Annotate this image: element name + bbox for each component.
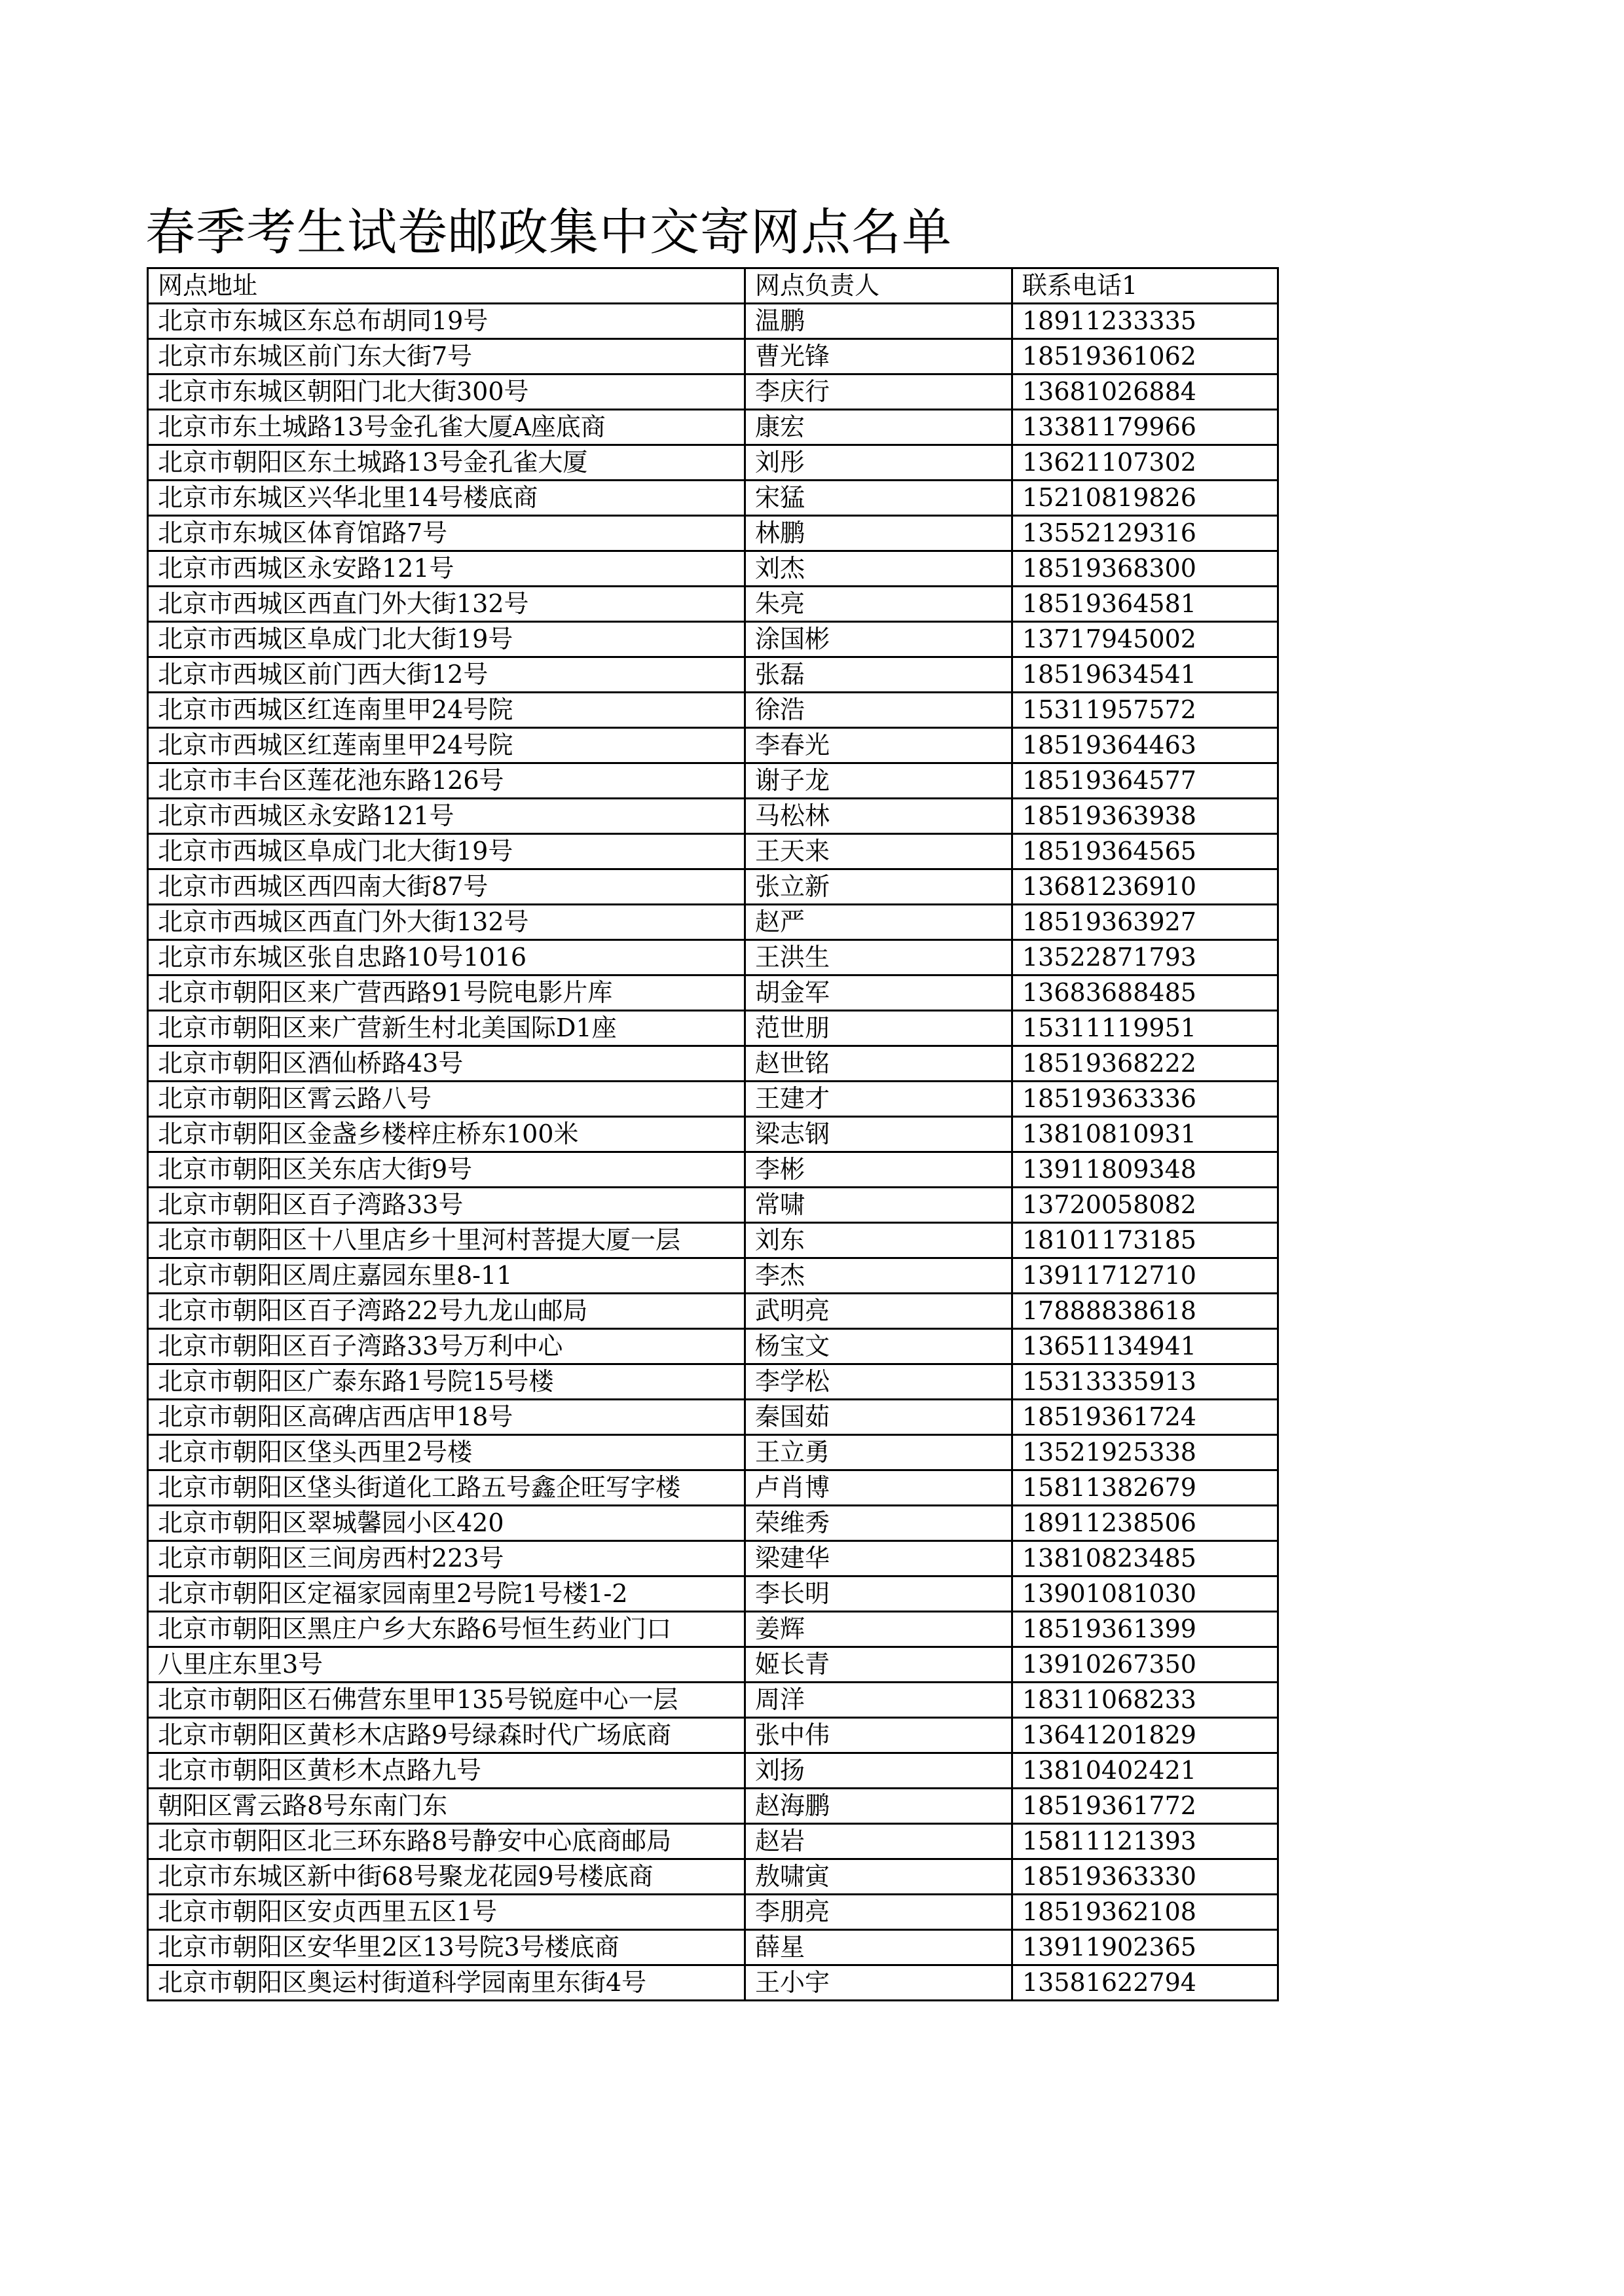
- cell-manager: 林鹏: [745, 516, 1012, 551]
- cell-manager: 李春光: [745, 728, 1012, 763]
- cell-phone: 15311957572: [1012, 693, 1278, 728]
- cell-phone: 17888838618: [1012, 1294, 1278, 1329]
- cell-manager: 曹光锋: [745, 339, 1012, 374]
- cell-manager: 李学松: [745, 1364, 1012, 1400]
- cell-phone: 18519364577: [1012, 763, 1278, 799]
- cell-address: 北京市西城区红莲南里甲24号院: [148, 728, 745, 763]
- table-row: [148, 799, 1278, 834]
- outlet-table-body: [148, 268, 1278, 2001]
- cell-manager: 王立勇: [745, 1435, 1012, 1470]
- table-row: [148, 481, 1278, 516]
- cell-manager: 杨宝文: [745, 1329, 1012, 1364]
- cell-phone: 18311068233: [1012, 1683, 1278, 1718]
- cell-phone: 18911238506: [1012, 1506, 1278, 1541]
- table-row: [148, 1789, 1278, 1824]
- cell-phone: 13521925338: [1012, 1435, 1278, 1470]
- cell-phone: 13810823485: [1012, 1541, 1278, 1576]
- cell-phone: 13720058082: [1012, 1188, 1278, 1223]
- cell-address: 北京市朝阳区翠城馨园小区420: [148, 1506, 745, 1541]
- cell-address: 北京市西城区西四南大街87号: [148, 869, 745, 905]
- cell-phone: 13910267350: [1012, 1647, 1278, 1683]
- cell-manager: 赵严: [745, 905, 1012, 940]
- cell-phone: 18519368222: [1012, 1046, 1278, 1082]
- table-row: [148, 1294, 1278, 1329]
- cell-phone: 13911712710: [1012, 1258, 1278, 1294]
- cell-phone: 18519363330: [1012, 1859, 1278, 1895]
- cell-phone: 18519363336: [1012, 1082, 1278, 1117]
- cell-address: 北京市朝阳区高碑店西店甲18号: [148, 1400, 745, 1435]
- header-phone: 联系电话1: [1012, 268, 1278, 304]
- table-row: [148, 1647, 1278, 1683]
- cell-address: 北京市朝阳区来广营新生村北美国际D1座: [148, 1011, 745, 1046]
- table-row: [148, 1400, 1278, 1435]
- table-row: [148, 1046, 1278, 1082]
- cell-phone: 15811382679: [1012, 1470, 1278, 1506]
- table-row: [148, 1117, 1278, 1152]
- cell-manager: 常啸: [745, 1188, 1012, 1223]
- table-row: [148, 339, 1278, 374]
- cell-phone: 13901081030: [1012, 1576, 1278, 1612]
- cell-manager: 荣维秀: [745, 1506, 1012, 1541]
- cell-phone: 18911233335: [1012, 304, 1278, 339]
- table-row: [148, 1223, 1278, 1258]
- table-row: [148, 1258, 1278, 1294]
- cell-address: 北京市西城区红连南里甲24号院: [148, 693, 745, 728]
- cell-manager: 范世朋: [745, 1011, 1012, 1046]
- cell-manager: 赵世铭: [745, 1046, 1012, 1082]
- cell-address: 北京市东城区体育馆路7号: [148, 516, 745, 551]
- cell-manager: 王天来: [745, 834, 1012, 869]
- cell-address: 北京市朝阳区周庄嘉园东里8-11: [148, 1258, 745, 1294]
- cell-address: 北京市朝阳区黄杉木点路九号: [148, 1753, 745, 1789]
- cell-manager: 姜辉: [745, 1612, 1012, 1647]
- table-row: [148, 1152, 1278, 1188]
- cell-manager: 赵岩: [745, 1824, 1012, 1859]
- table-row: [148, 1188, 1278, 1223]
- table-row: [148, 1824, 1278, 1859]
- cell-phone: 13911809348: [1012, 1152, 1278, 1188]
- cell-manager: 李彬: [745, 1152, 1012, 1188]
- table-row: [148, 304, 1278, 339]
- cell-address: 北京市西城区西直门外大街132号: [148, 905, 745, 940]
- cell-address: 北京市西城区前门西大街12号: [148, 657, 745, 693]
- cell-address: 北京市朝阳区酒仙桥路43号: [148, 1046, 745, 1082]
- cell-address: 北京市朝阳区垡头街道化工路五号鑫企旺写字楼: [148, 1470, 745, 1506]
- cell-address: 北京市东城区新中街68号聚龙花园9号楼底商: [148, 1859, 745, 1895]
- cell-address: 北京市西城区阜成门北大街19号: [148, 622, 745, 657]
- table-row: [148, 905, 1278, 940]
- table-row: [148, 1683, 1278, 1718]
- table-row: [148, 657, 1278, 693]
- outlet-table: [147, 267, 1279, 2001]
- cell-address: 北京市朝阳区百子湾路33号万利中心: [148, 1329, 745, 1364]
- table-row: [148, 587, 1278, 622]
- cell-address: 北京市西城区永安路121号: [148, 551, 745, 587]
- table-row: [148, 1011, 1278, 1046]
- table-row: [148, 834, 1278, 869]
- table-row: [148, 1329, 1278, 1364]
- cell-manager: 朱亮: [745, 587, 1012, 622]
- cell-phone: 13581622794: [1012, 1965, 1278, 2001]
- table-row: [148, 1859, 1278, 1895]
- cell-manager: 康宏: [745, 410, 1012, 445]
- cell-phone: 15313335913: [1012, 1364, 1278, 1400]
- table-header-row: [148, 268, 1278, 304]
- table-row: [148, 551, 1278, 587]
- cell-phone: 13681026884: [1012, 374, 1278, 410]
- cell-address: 北京市朝阳区来广营西路91号院电影片库: [148, 975, 745, 1011]
- cell-address: 北京市东城区朝阳门北大街300号: [148, 374, 745, 410]
- cell-address: 北京市朝阳区广泰东路1号院15号楼: [148, 1364, 745, 1400]
- cell-address: 北京市朝阳区金盏乡楼梓庄桥东100米: [148, 1117, 745, 1152]
- cell-phone: 18519363938: [1012, 799, 1278, 834]
- cell-phone: 15311119951: [1012, 1011, 1278, 1046]
- cell-manager: 谢子龙: [745, 763, 1012, 799]
- cell-manager: 梁建华: [745, 1541, 1012, 1576]
- cell-manager: 胡金军: [745, 975, 1012, 1011]
- table-row: [148, 1435, 1278, 1470]
- cell-phone: 18519364463: [1012, 728, 1278, 763]
- table-row: [148, 1082, 1278, 1117]
- cell-phone: 18519361724: [1012, 1400, 1278, 1435]
- cell-manager: 李长明: [745, 1576, 1012, 1612]
- cell-manager: 刘杰: [745, 551, 1012, 587]
- cell-manager: 涂国彬: [745, 622, 1012, 657]
- cell-address: 北京市朝阳区垡头西里2号楼: [148, 1435, 745, 1470]
- cell-manager: 刘东: [745, 1223, 1012, 1258]
- cell-address: 北京市朝阳区安贞西里五区1号: [148, 1895, 745, 1930]
- cell-manager: 刘彤: [745, 445, 1012, 481]
- cell-phone: 18519368300: [1012, 551, 1278, 587]
- cell-phone: 13641201829: [1012, 1718, 1278, 1753]
- cell-manager: 薛星: [745, 1930, 1012, 1965]
- cell-phone: 13552129316: [1012, 516, 1278, 551]
- cell-address: 北京市朝阳区霄云路八号: [148, 1082, 745, 1117]
- table-row: [148, 940, 1278, 975]
- table-row: [148, 374, 1278, 410]
- table-row: [148, 1753, 1278, 1789]
- cell-address: 北京市朝阳区黑庄户乡大东路6号恒生药业门口: [148, 1612, 745, 1647]
- cell-address: 北京市东土城路13号金孔雀大厦A座底商: [148, 410, 745, 445]
- table-row: [148, 622, 1278, 657]
- cell-manager: 敖啸寅: [745, 1859, 1012, 1895]
- cell-address: 北京市朝阳区百子湾路33号: [148, 1188, 745, 1223]
- cell-address: 北京市朝阳区关东店大街9号: [148, 1152, 745, 1188]
- cell-phone: 18519362108: [1012, 1895, 1278, 1930]
- cell-address: 北京市东城区前门东大街7号: [148, 339, 745, 374]
- table-row: [148, 1364, 1278, 1400]
- table-row: [148, 1470, 1278, 1506]
- table-row: [148, 445, 1278, 481]
- table-row: [148, 1965, 1278, 2001]
- cell-manager: 梁志钢: [745, 1117, 1012, 1152]
- cell-phone: 18101173185: [1012, 1223, 1278, 1258]
- cell-phone: 13522871793: [1012, 940, 1278, 975]
- cell-address: 北京市朝阳区奥运村街道科学园南里东街4号: [148, 1965, 745, 2001]
- cell-address: 北京市丰台区莲花池东路126号: [148, 763, 745, 799]
- table-row: [148, 869, 1278, 905]
- cell-address: 北京市朝阳区十八里店乡十里河村菩提大厦一层: [148, 1223, 745, 1258]
- header-manager: 网点负责人: [745, 268, 1012, 304]
- table-row: [148, 1718, 1278, 1753]
- table-row: [148, 1576, 1278, 1612]
- cell-address: 北京市朝阳区北三环东路8号静安中心底商邮局: [148, 1824, 745, 1859]
- cell-address: 北京市朝阳区百子湾路22号九龙山邮局: [148, 1294, 745, 1329]
- cell-manager: 周洋: [745, 1683, 1012, 1718]
- cell-manager: 张磊: [745, 657, 1012, 693]
- cell-manager: 卢肖博: [745, 1470, 1012, 1506]
- cell-phone: 15210819826: [1012, 481, 1278, 516]
- cell-address: 北京市朝阳区定福家园南里2号院1号楼1-2: [148, 1576, 745, 1612]
- cell-phone: 18519361062: [1012, 339, 1278, 374]
- cell-address: 北京市朝阳区安华里2区13号院3号楼底商: [148, 1930, 745, 1965]
- cell-phone: 18519364581: [1012, 587, 1278, 622]
- cell-manager: 秦国茹: [745, 1400, 1012, 1435]
- cell-phone: 13810402421: [1012, 1753, 1278, 1789]
- table-row: [148, 410, 1278, 445]
- cell-phone: 13681236910: [1012, 869, 1278, 905]
- cell-phone: 18519361772: [1012, 1789, 1278, 1824]
- cell-manager: 温鹏: [745, 304, 1012, 339]
- cell-phone: 18519361399: [1012, 1612, 1278, 1647]
- cell-manager: 王建才: [745, 1082, 1012, 1117]
- cell-manager: 王洪生: [745, 940, 1012, 975]
- cell-phone: 13381179966: [1012, 410, 1278, 445]
- cell-phone: 13621107302: [1012, 445, 1278, 481]
- cell-manager: 宋猛: [745, 481, 1012, 516]
- cell-phone: 13717945002: [1012, 622, 1278, 657]
- table-row: [148, 1612, 1278, 1647]
- table-row: [148, 728, 1278, 763]
- cell-manager: 徐浩: [745, 693, 1012, 728]
- table-row: [148, 763, 1278, 799]
- cell-address: 八里庄东里3号: [148, 1647, 745, 1683]
- cell-address: 北京市西城区西直门外大街132号: [148, 587, 745, 622]
- table-row: [148, 1541, 1278, 1576]
- cell-address: 朝阳区霄云路8号东南门东: [148, 1789, 745, 1824]
- cell-phone: 13911902365: [1012, 1930, 1278, 1965]
- cell-manager: 王小宇: [745, 1965, 1012, 2001]
- cell-phone: 15811121393: [1012, 1824, 1278, 1859]
- cell-address: 北京市东城区兴华北里14号楼底商: [148, 481, 745, 516]
- cell-phone: 13683688485: [1012, 975, 1278, 1011]
- cell-phone: 13810810931: [1012, 1117, 1278, 1152]
- cell-address: 北京市东城区东总布胡同19号: [148, 304, 745, 339]
- cell-address: 北京市西城区阜成门北大街19号: [148, 834, 745, 869]
- cell-phone: 18519363927: [1012, 905, 1278, 940]
- table-row: [148, 693, 1278, 728]
- table-row: [148, 1895, 1278, 1930]
- cell-phone: 18519364565: [1012, 834, 1278, 869]
- cell-phone: 18519634541: [1012, 657, 1278, 693]
- header-address: 网点地址: [148, 268, 745, 304]
- cell-manager: 李杰: [745, 1258, 1012, 1294]
- page-title: 春季考生试卷邮政集中交寄网点名单: [145, 203, 952, 261]
- table-row: [148, 516, 1278, 551]
- cell-manager: 李朋亮: [745, 1895, 1012, 1930]
- cell-address: 北京市西城区永安路121号: [148, 799, 745, 834]
- cell-address: 北京市朝阳区三间房西村223号: [148, 1541, 745, 1576]
- cell-manager: 刘扬: [745, 1753, 1012, 1789]
- table-row: [148, 1506, 1278, 1541]
- cell-address: 北京市朝阳区东土城路13号金孔雀大厦: [148, 445, 745, 481]
- table-row: [148, 975, 1278, 1011]
- cell-manager: 武明亮: [745, 1294, 1012, 1329]
- cell-manager: 张立新: [745, 869, 1012, 905]
- cell-manager: 马松林: [745, 799, 1012, 834]
- cell-address: 北京市东城区张自忠路10号1016: [148, 940, 745, 975]
- cell-address: 北京市朝阳区石佛营东里甲135号锐庭中心一层: [148, 1683, 745, 1718]
- cell-manager: 姬长青: [745, 1647, 1012, 1683]
- cell-manager: 赵海鹏: [745, 1789, 1012, 1824]
- cell-manager: 李庆行: [745, 374, 1012, 410]
- cell-manager: 张中伟: [745, 1718, 1012, 1753]
- cell-phone: 13651134941: [1012, 1329, 1278, 1364]
- cell-address: 北京市朝阳区黄杉木店路9号绿森时代广场底商: [148, 1718, 745, 1753]
- table-row: [148, 1930, 1278, 1965]
